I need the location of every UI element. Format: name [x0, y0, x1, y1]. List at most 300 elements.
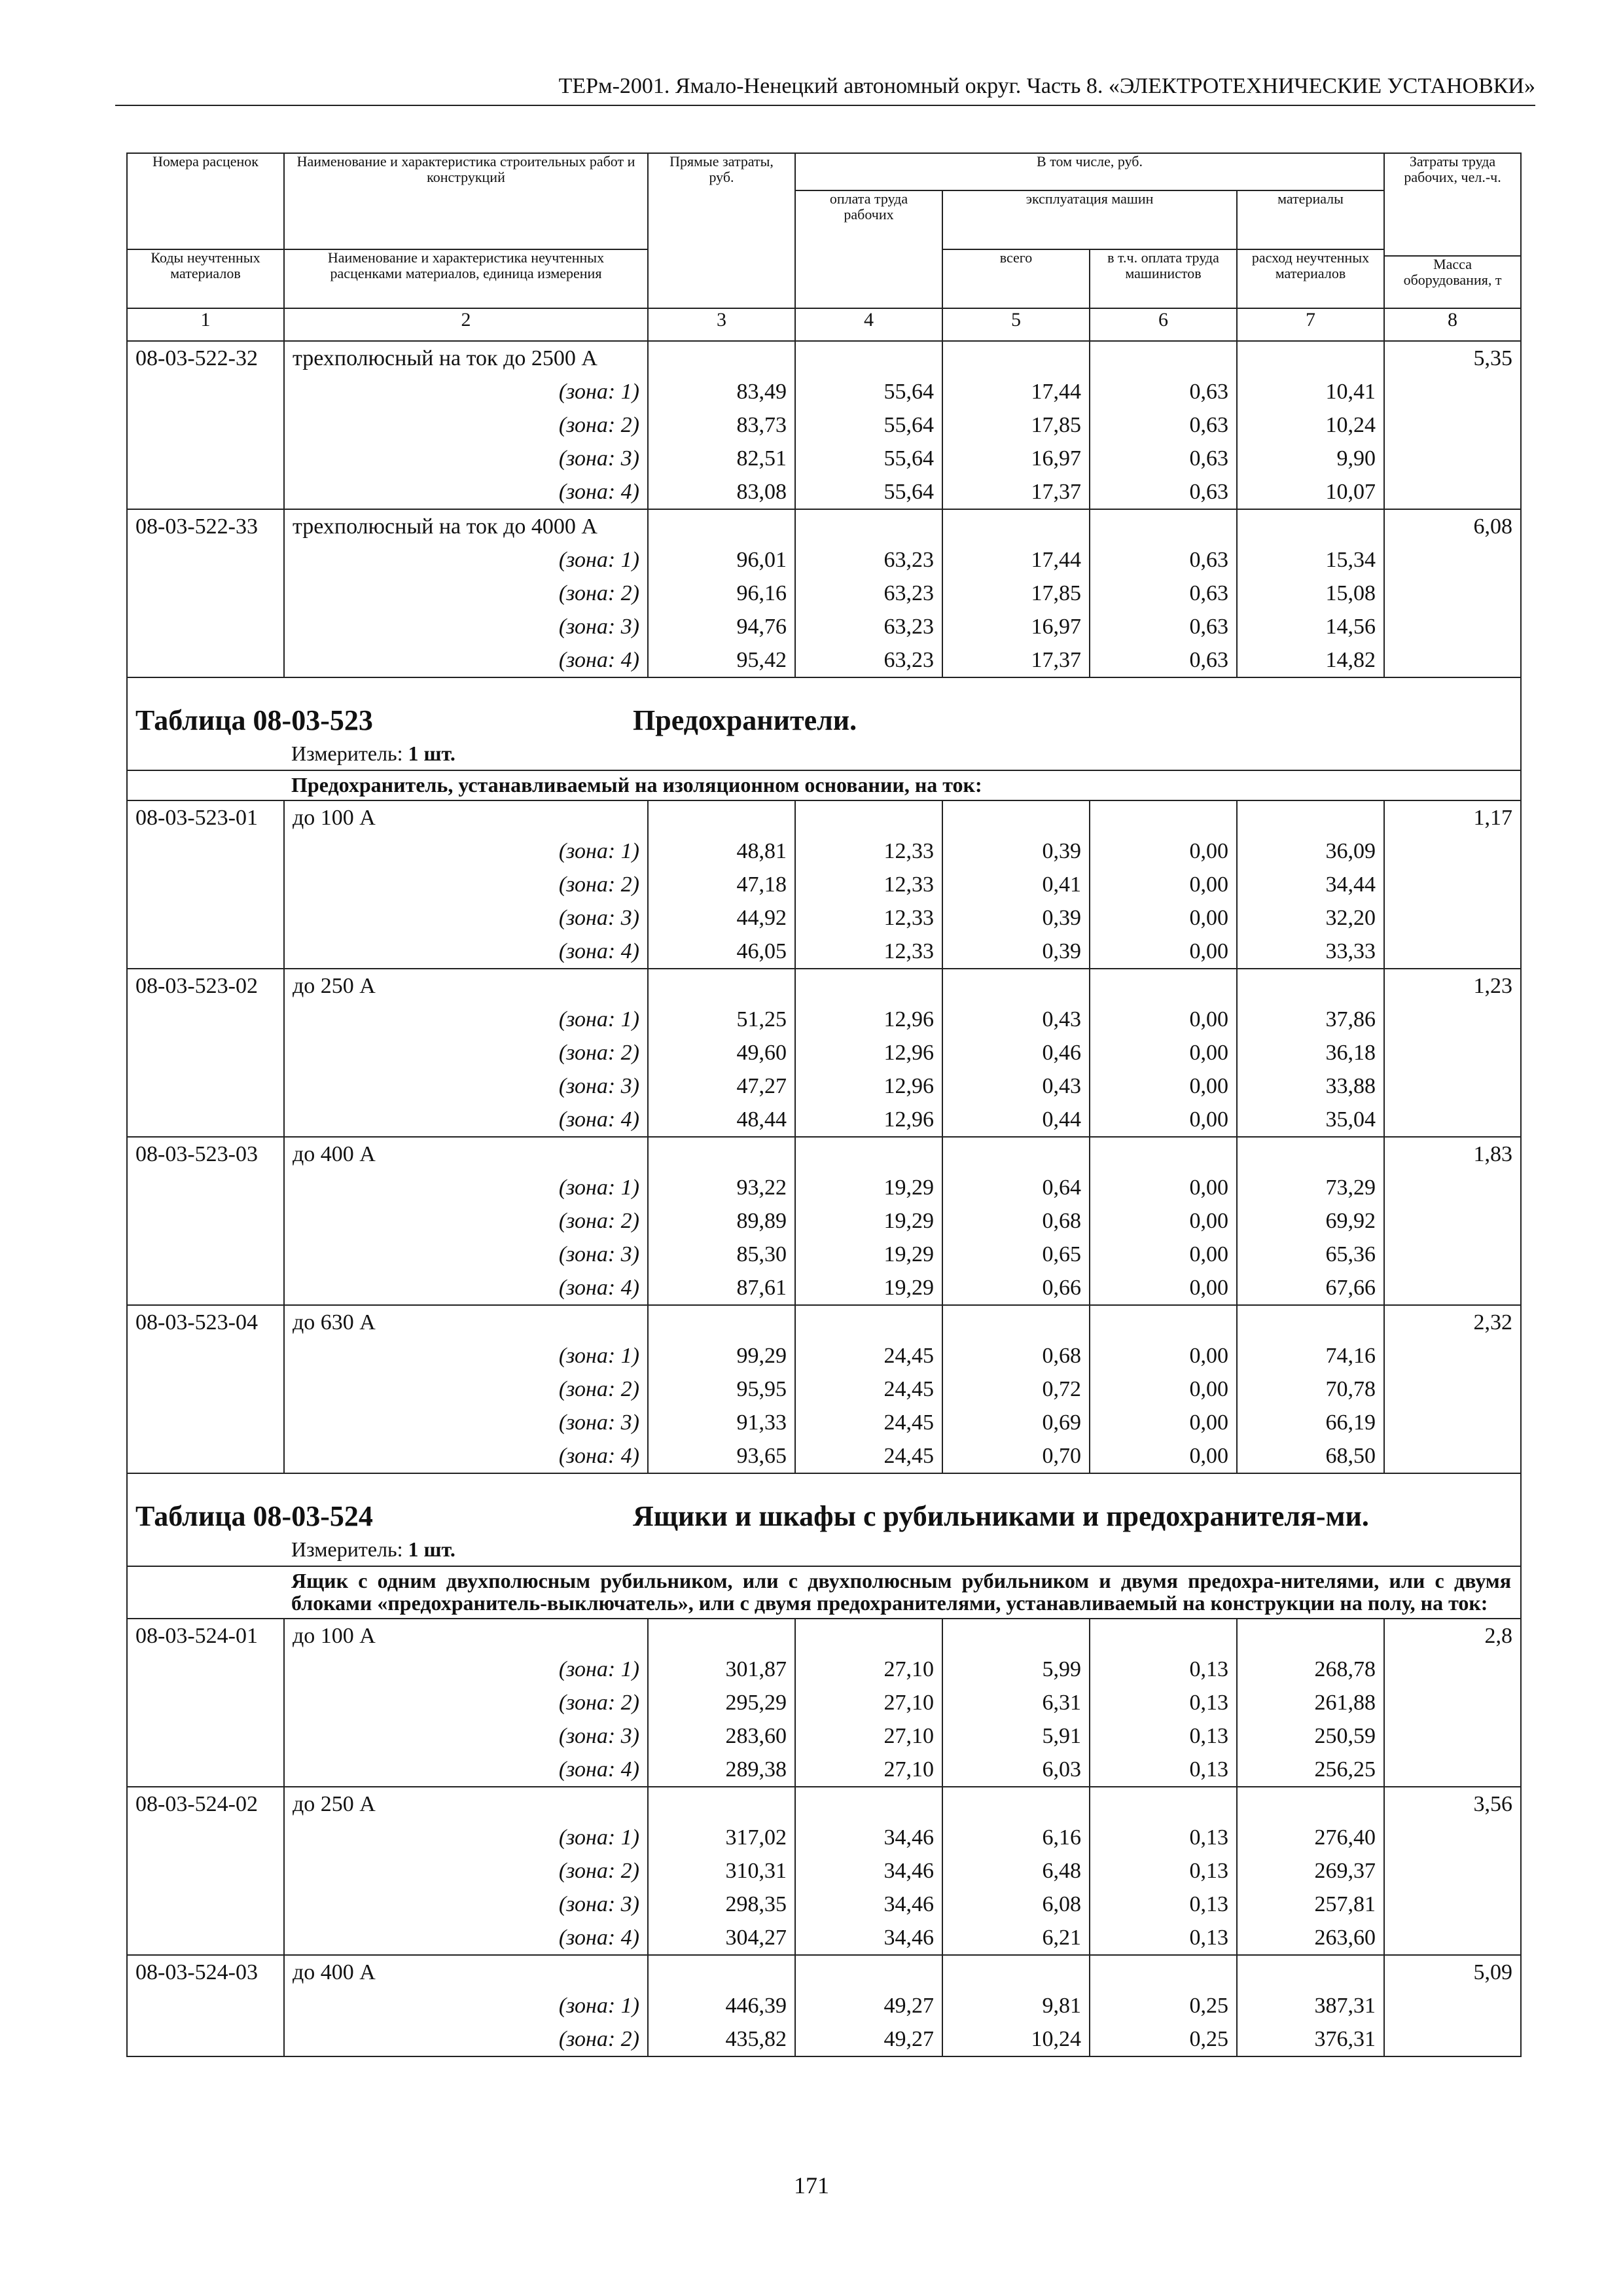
zone-row: [127, 1103, 1521, 1137]
zone-label: (зона: 4): [284, 1103, 648, 1137]
empty-cell: [127, 1821, 284, 1854]
table-title: [127, 677, 1521, 737]
zone-label: (зона: 1): [284, 375, 648, 408]
zone-value: 283,60: [648, 1719, 795, 1753]
item-labor: 2,8: [1384, 1619, 1521, 1653]
col-number: 5: [942, 308, 1090, 341]
page-number: 171: [794, 2172, 829, 2198]
col-name-bottom: Наименование и характеристика неучтенных расценками материалов, единица измерения: [284, 249, 648, 308]
zone-value: 55,64: [795, 375, 942, 408]
item-code: 08-03-522-33: [127, 509, 284, 543]
zone-value: 33,88: [1237, 1069, 1384, 1103]
zone-label: (зона: 3): [284, 901, 648, 935]
zone-value: 0,00: [1090, 1406, 1237, 1439]
zone-value: 6,21: [942, 1921, 1090, 1955]
zone-row: [127, 1821, 1521, 1854]
col-work-top: Затраты труда рабочих, чел.-ч.: [1384, 153, 1521, 256]
zone-value: 15,34: [1237, 543, 1384, 577]
table-title-row: [127, 677, 1521, 737]
empty-cell: [127, 543, 284, 577]
col-name-top: Наименование и характеристика строительных работ и конструкций: [284, 153, 648, 249]
zone-value: 0,63: [1090, 543, 1237, 577]
zone-row: [127, 577, 1521, 610]
item-name: трехполюсный на ток до 4000 А: [284, 509, 648, 543]
empty-cell: [127, 375, 284, 408]
zone-value: 93,65: [648, 1439, 795, 1473]
empty-cell: [942, 341, 1090, 375]
zone-value: 0,41: [942, 868, 1090, 901]
empty-cell: [1237, 969, 1384, 1003]
empty-cell: [795, 341, 942, 375]
zone-value: 0,69: [942, 1406, 1090, 1439]
zone-value: 0,13: [1090, 1753, 1237, 1787]
empty-cell: [1384, 1653, 1521, 1686]
zone-value: 0,00: [1090, 935, 1237, 969]
empty-cell: [648, 800, 795, 834]
col-number: 8: [1384, 308, 1521, 341]
zone-value: 85,30: [648, 1238, 795, 1271]
empty-cell: [127, 1921, 284, 1955]
zone-value: 268,78: [1237, 1653, 1384, 1686]
col-number: 1: [127, 308, 284, 341]
empty-cell: [1090, 341, 1237, 375]
zone-value: 33,33: [1237, 935, 1384, 969]
empty-cell: [127, 1036, 284, 1069]
zone-value: 19,29: [795, 1271, 942, 1305]
zone-label: (зона: 1): [284, 1821, 648, 1854]
empty-cell: [648, 1305, 795, 1339]
empty-cell: [127, 577, 284, 610]
empty-cell: [942, 800, 1090, 834]
empty-cell: [1237, 1955, 1384, 1989]
zone-value: 10,41: [1237, 375, 1384, 408]
zone-value: 0,63: [1090, 442, 1237, 475]
zone-label: (зона: 3): [284, 1719, 648, 1753]
zone-label: (зона: 3): [284, 1888, 648, 1921]
col-code-top: Номера расценок: [127, 153, 284, 249]
zone-value: 0,46: [942, 1036, 1090, 1069]
zone-value: 24,45: [795, 1339, 942, 1372]
zone-row: [127, 868, 1521, 901]
col-code-bottom: Коды неучтенных материалов: [127, 249, 284, 308]
page-header: ТЕРм-2001. Ямало-Ненецкий автономный округ. Часть 8. «ЭЛЕКТРОТЕХНИЧЕСКИЕ УСТАНОВКИ»: [115, 68, 1535, 106]
zone-value: 0,00: [1090, 1271, 1237, 1305]
zone-value: 37,86: [1237, 1003, 1384, 1036]
zone-row: [127, 543, 1521, 577]
empty-cell: [1384, 408, 1521, 442]
item-labor: 6,08: [1384, 509, 1521, 543]
zone-label: (зона: 4): [284, 1921, 648, 1955]
zone-value: 55,64: [795, 475, 942, 509]
zone-label: (зона: 2): [284, 868, 648, 901]
zone-value: 310,31: [648, 1854, 795, 1888]
col-number: 4: [795, 308, 942, 341]
zone-value: 0,13: [1090, 1854, 1237, 1888]
zone-value: 0,63: [1090, 475, 1237, 509]
zone-value: 95,42: [648, 643, 795, 677]
zone-label: (зона: 1): [284, 1989, 648, 2022]
zone-value: 34,46: [795, 1821, 942, 1854]
empty-cell: [1237, 341, 1384, 375]
zone-value: 0,00: [1090, 834, 1237, 868]
zone-value: 83,73: [648, 408, 795, 442]
zone-value: 263,60: [1237, 1921, 1384, 1955]
zone-row: [127, 1989, 1521, 2022]
zone-value: 250,59: [1237, 1719, 1384, 1753]
item-name: до 400 А: [284, 1137, 648, 1171]
empty-cell: [127, 1204, 284, 1238]
empty-cell: [127, 1653, 284, 1686]
zone-value: 0,65: [942, 1238, 1090, 1271]
empty-cell: [648, 341, 795, 375]
zone-value: 12,96: [795, 1069, 942, 1103]
zone-value: 16,97: [942, 442, 1090, 475]
zone-row: [127, 1719, 1521, 1753]
zone-value: 17,85: [942, 408, 1090, 442]
item-row: [127, 1955, 1521, 1989]
zone-row: [127, 1888, 1521, 1921]
zone-value: 0,00: [1090, 901, 1237, 935]
zone-value: 96,16: [648, 577, 795, 610]
zone-value: 0,72: [942, 1372, 1090, 1406]
empty-cell: [795, 1955, 942, 1989]
zone-value: 63,23: [795, 543, 942, 577]
zone-value: 12,33: [795, 935, 942, 969]
zone-value: 0,00: [1090, 1103, 1237, 1137]
empty-cell: [127, 1989, 284, 2022]
empty-cell: [942, 1787, 1090, 1821]
empty-cell: [1090, 1787, 1237, 1821]
empty-cell: [127, 2022, 284, 2056]
empty-cell: [1384, 1204, 1521, 1238]
empty-cell: [1384, 1171, 1521, 1204]
zone-value: 0,68: [942, 1339, 1090, 1372]
zone-value: 73,29: [1237, 1171, 1384, 1204]
item-code: 08-03-523-04: [127, 1305, 284, 1339]
zone-value: 19,29: [795, 1238, 942, 1271]
zone-value: 46,05: [648, 935, 795, 969]
measure: [127, 1533, 1521, 1566]
zone-value: 83,49: [648, 375, 795, 408]
zone-value: 17,37: [942, 643, 1090, 677]
column-numbers: [127, 308, 1521, 341]
zone-row: [127, 1036, 1521, 1069]
col-materials: материалы: [1237, 190, 1384, 249]
zone-value: 12,33: [795, 834, 942, 868]
empty-cell: [1384, 1238, 1521, 1271]
empty-cell: [1090, 509, 1237, 543]
item-row: [127, 341, 1521, 375]
zone-value: 0,13: [1090, 1821, 1237, 1854]
item-row: [127, 509, 1521, 543]
table-number: Таблица 08-03-523: [135, 704, 373, 736]
table-title: [127, 1473, 1521, 1533]
col-machines-total: всего: [942, 249, 1090, 308]
zone-value: 49,27: [795, 2022, 942, 2056]
empty-cell: [127, 408, 284, 442]
col-direct: Прямые затраты, руб.: [648, 153, 795, 308]
zone-value: 0,39: [942, 901, 1090, 935]
zone-label: (зона: 3): [284, 442, 648, 475]
zone-row: [127, 1686, 1521, 1719]
zone-value: 0,64: [942, 1171, 1090, 1204]
empty-cell: [1090, 1137, 1237, 1171]
col-number: 2: [284, 308, 648, 341]
zone-value: 63,23: [795, 577, 942, 610]
zone-value: 0,70: [942, 1439, 1090, 1473]
zone-label: (зона: 4): [284, 1753, 648, 1787]
zone-value: 0,43: [942, 1069, 1090, 1103]
zone-label: (зона: 2): [284, 1686, 648, 1719]
empty-cell: [1384, 1821, 1521, 1854]
zone-label: (зона: 4): [284, 1439, 648, 1473]
empty-cell: [795, 1619, 942, 1653]
zone-value: 12,33: [795, 868, 942, 901]
zone-value: 6,48: [942, 1854, 1090, 1888]
empty-cell: [1384, 375, 1521, 408]
zone-value: 0,63: [1090, 610, 1237, 643]
zone-label: (зона: 2): [284, 577, 648, 610]
zone-row: [127, 1238, 1521, 1271]
empty-cell: [1090, 800, 1237, 834]
zone-value: 34,46: [795, 1888, 942, 1921]
zone-label: (зона: 2): [284, 408, 648, 442]
item-row: [127, 800, 1521, 834]
zone-value: 0,44: [942, 1103, 1090, 1137]
empty-cell: [1384, 1888, 1521, 1921]
empty-cell: [127, 901, 284, 935]
zone-label: (зона: 1): [284, 1653, 648, 1686]
zone-value: 17,37: [942, 475, 1090, 509]
empty-cell: [1237, 1305, 1384, 1339]
empty-cell: [648, 969, 795, 1003]
zone-value: 0,66: [942, 1271, 1090, 1305]
empty-cell: [1384, 1069, 1521, 1103]
zone-value: 0,00: [1090, 1003, 1237, 1036]
zone-value: 63,23: [795, 643, 942, 677]
item-name: до 630 А: [284, 1305, 648, 1339]
item-labor: 1,83: [1384, 1137, 1521, 1171]
zone-value: 17,85: [942, 577, 1090, 610]
zone-value: 55,64: [795, 442, 942, 475]
empty-cell: [648, 1619, 795, 1653]
zone-value: 96,01: [648, 543, 795, 577]
col-number: 6: [1090, 308, 1237, 341]
empty-cell: [127, 1171, 284, 1204]
empty-cell: [127, 1888, 284, 1921]
zone-value: 17,44: [942, 375, 1090, 408]
zone-value: 256,25: [1237, 1753, 1384, 1787]
empty-cell: [795, 969, 942, 1003]
zone-value: 257,81: [1237, 1888, 1384, 1921]
col-labor: оплата труда рабочих: [795, 190, 942, 308]
zone-value: 12,96: [795, 1103, 942, 1137]
empty-cell: [942, 509, 1090, 543]
zone-value: 0,13: [1090, 1653, 1237, 1686]
zone-label: (зона: 3): [284, 1069, 648, 1103]
empty-cell: [648, 1137, 795, 1171]
zone-value: 261,88: [1237, 1686, 1384, 1719]
item-code: 08-03-523-03: [127, 1137, 284, 1171]
zone-value: 70,78: [1237, 1372, 1384, 1406]
zone-value: 0,00: [1090, 1204, 1237, 1238]
zone-value: 295,29: [648, 1686, 795, 1719]
measure-label: Измеритель:: [291, 742, 408, 765]
empty-cell: [1384, 2022, 1521, 2056]
zone-row: [127, 1339, 1521, 1372]
empty-cell: [648, 1787, 795, 1821]
zone-label: (зона: 1): [284, 1339, 648, 1372]
zone-value: 65,36: [1237, 1238, 1384, 1271]
zone-row: [127, 2022, 1521, 2056]
zone-value: 5,91: [942, 1719, 1090, 1753]
zone-label: (зона: 2): [284, 1372, 648, 1406]
empty-cell: [1384, 1753, 1521, 1787]
zone-value: 69,92: [1237, 1204, 1384, 1238]
col-materials-bottom: расход неучтенных материалов: [1237, 249, 1384, 308]
empty-cell: [1384, 1439, 1521, 1473]
item-labor: 3,56: [1384, 1787, 1521, 1821]
empty-cell: [127, 1753, 284, 1787]
zone-label: (зона: 4): [284, 475, 648, 509]
empty-cell: [1384, 1989, 1521, 2022]
empty-cell: [127, 1406, 284, 1439]
empty-cell: [127, 868, 284, 901]
zone-label: (зона: 1): [284, 1003, 648, 1036]
empty-cell: [1384, 577, 1521, 610]
zone-row: [127, 935, 1521, 969]
empty-cell: [1384, 543, 1521, 577]
col-number: 7: [1237, 308, 1384, 341]
zone-value: 14,56: [1237, 610, 1384, 643]
zone-label: (зона: 4): [284, 1271, 648, 1305]
zone-value: 47,18: [648, 868, 795, 901]
zone-value: 0,13: [1090, 1686, 1237, 1719]
empty-cell: [1384, 1719, 1521, 1753]
empty-cell: [1090, 1305, 1237, 1339]
zone-value: 44,92: [648, 901, 795, 935]
zone-label: (зона: 4): [284, 643, 648, 677]
zone-row: [127, 1204, 1521, 1238]
zone-value: 435,82: [648, 2022, 795, 2056]
zone-value: 12,96: [795, 1003, 942, 1036]
col-number: 3: [648, 308, 795, 341]
zone-row: [127, 901, 1521, 935]
zone-value: 27,10: [795, 1753, 942, 1787]
zone-value: 10,24: [1237, 408, 1384, 442]
empty-cell: [1384, 475, 1521, 509]
zone-row: [127, 1921, 1521, 1955]
empty-cell: [1384, 1036, 1521, 1069]
zone-value: 387,31: [1237, 1989, 1384, 2022]
empty-cell: [1384, 1406, 1521, 1439]
col-machines: эксплуатация машин: [942, 190, 1237, 249]
zone-label: (зона: 1): [284, 834, 648, 868]
item-row: [127, 1137, 1521, 1171]
zone-value: 27,10: [795, 1719, 942, 1753]
zone-value: 24,45: [795, 1372, 942, 1406]
zone-value: 0,00: [1090, 1372, 1237, 1406]
zone-value: 12,96: [795, 1036, 942, 1069]
zone-value: 83,08: [648, 475, 795, 509]
zone-value: 34,44: [1237, 868, 1384, 901]
empty-cell: [1384, 442, 1521, 475]
item-labor: 2,32: [1384, 1305, 1521, 1339]
section-row: [127, 1566, 1521, 1619]
zone-value: 0,13: [1090, 1921, 1237, 1955]
zone-value: 0,39: [942, 935, 1090, 969]
zone-row: [127, 1372, 1521, 1406]
zone-value: 0,63: [1090, 375, 1237, 408]
zone-row: [127, 1171, 1521, 1204]
empty-cell: [1384, 1271, 1521, 1305]
item-code: 08-03-523-02: [127, 969, 284, 1003]
zone-row: [127, 1003, 1521, 1036]
empty-cell: [1384, 1921, 1521, 1955]
item-name: до 250 А: [284, 969, 648, 1003]
empty-cell: [1237, 1619, 1384, 1653]
empty-cell: [1237, 1137, 1384, 1171]
zone-row: [127, 834, 1521, 868]
zone-value: 99,29: [648, 1339, 795, 1372]
empty-cell: [1384, 1854, 1521, 1888]
table-header: [127, 153, 1521, 341]
zone-row: [127, 610, 1521, 643]
zone-value: 89,89: [648, 1204, 795, 1238]
empty-cell: [127, 1439, 284, 1473]
zone-value: 317,02: [648, 1821, 795, 1854]
item-name: до 100 А: [284, 1619, 648, 1653]
zone-value: 27,10: [795, 1686, 942, 1719]
zone-row: [127, 475, 1521, 509]
zone-label: (зона: 2): [284, 1036, 648, 1069]
zone-value: 276,40: [1237, 1821, 1384, 1854]
empty-cell: [1384, 1339, 1521, 1372]
zone-value: 298,35: [648, 1888, 795, 1921]
zone-value: 87,61: [648, 1271, 795, 1305]
empty-cell: [127, 610, 284, 643]
zone-value: 446,39: [648, 1989, 795, 2022]
col-machines-labor: в т.ч. оплата труда машинистов: [1090, 249, 1237, 308]
empty-cell: [127, 1103, 284, 1137]
zone-value: 304,27: [648, 1921, 795, 1955]
empty-cell: [1384, 935, 1521, 969]
zone-value: 0,13: [1090, 1888, 1237, 1921]
zone-value: 68,50: [1237, 1439, 1384, 1473]
zone-value: 19,29: [795, 1204, 942, 1238]
zone-label: (зона: 4): [284, 935, 648, 969]
table-number: Таблица 08-03-524: [135, 1500, 373, 1532]
zone-value: 15,08: [1237, 577, 1384, 610]
zone-value: 24,45: [795, 1406, 942, 1439]
zone-value: 0,68: [942, 1204, 1090, 1238]
empty-cell: [127, 475, 284, 509]
zone-value: 14,82: [1237, 643, 1384, 677]
item-labor: 1,23: [1384, 969, 1521, 1003]
item-labor: 5,09: [1384, 1955, 1521, 1989]
zone-value: 49,60: [648, 1036, 795, 1069]
zone-value: 6,31: [942, 1686, 1090, 1719]
price-table: [126, 152, 1522, 2057]
empty-cell: [127, 1003, 284, 1036]
item-name: трехполюсный на ток до 2500 А: [284, 341, 648, 375]
empty-cell: [1384, 1372, 1521, 1406]
zone-label: (зона: 2): [284, 1854, 648, 1888]
zone-label: (зона: 2): [284, 1204, 648, 1238]
zone-value: 36,09: [1237, 834, 1384, 868]
zone-row: [127, 1854, 1521, 1888]
zone-value: 74,16: [1237, 1339, 1384, 1372]
